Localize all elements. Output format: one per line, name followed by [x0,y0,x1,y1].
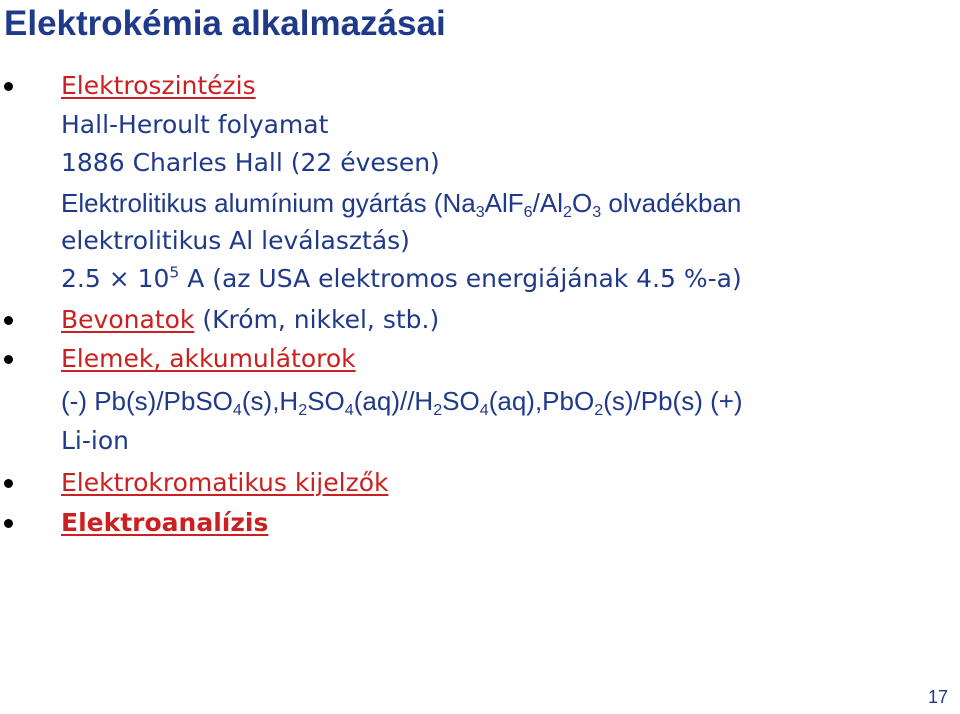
aluminium-production-line: Elektrolitikus alumínium gyártás ($Na_3AlF_6/Al_2O_3$ olvadékban [61,188,742,222]
slide-title: Elektrokémia alkalmazásai [4,4,446,43]
electroanalysis-link[interactable]: Elektroanalízis [61,508,269,537]
coatings-link[interactable]: Bevonatok [61,305,195,334]
bullet-dot [4,82,13,91]
current-line: $2.5 \times 10^5$ A (az USA elektromos energiájának 4.5 %-a) [61,263,742,293]
page-number: 17 [927,687,948,707]
bullet-dot [4,316,13,325]
bullet-dot [4,479,13,488]
electrosynthesis-link[interactable]: Elektroszintézis [61,71,256,100]
batteries-link[interactable]: Elemek, akkumulátorok [61,344,356,373]
bullet-dot [4,519,13,528]
lead-acid-cell-line: (-) $Pb(s)/PbSO_4(s),H_2SO_4(aq)//H_2SO_4(aq),PbO_2(s)/Pb(s)$ (+) [61,386,743,420]
electrochromic-item [61,467,388,499]
coatings-item: Bevonatok (Króm, nikkel, stb.) [61,305,440,334]
electrosynthesis-item [61,70,256,102]
hall-heroult-line: Hall-Heroult folyamat [61,110,329,139]
charles-hall-line: 1886 Charles Hall (22 évesen) [61,148,440,177]
li-ion-line: Li-ion [61,426,129,455]
batteries-item [61,343,356,375]
aluminium-deposition-line: elektrolitikus Al leválasztás) [61,226,410,255]
electrochromic-link[interactable]: Elektrokromatikus kijelzők [61,468,389,497]
bullet-dot [4,355,13,364]
electroanalysis-item [61,507,268,539]
